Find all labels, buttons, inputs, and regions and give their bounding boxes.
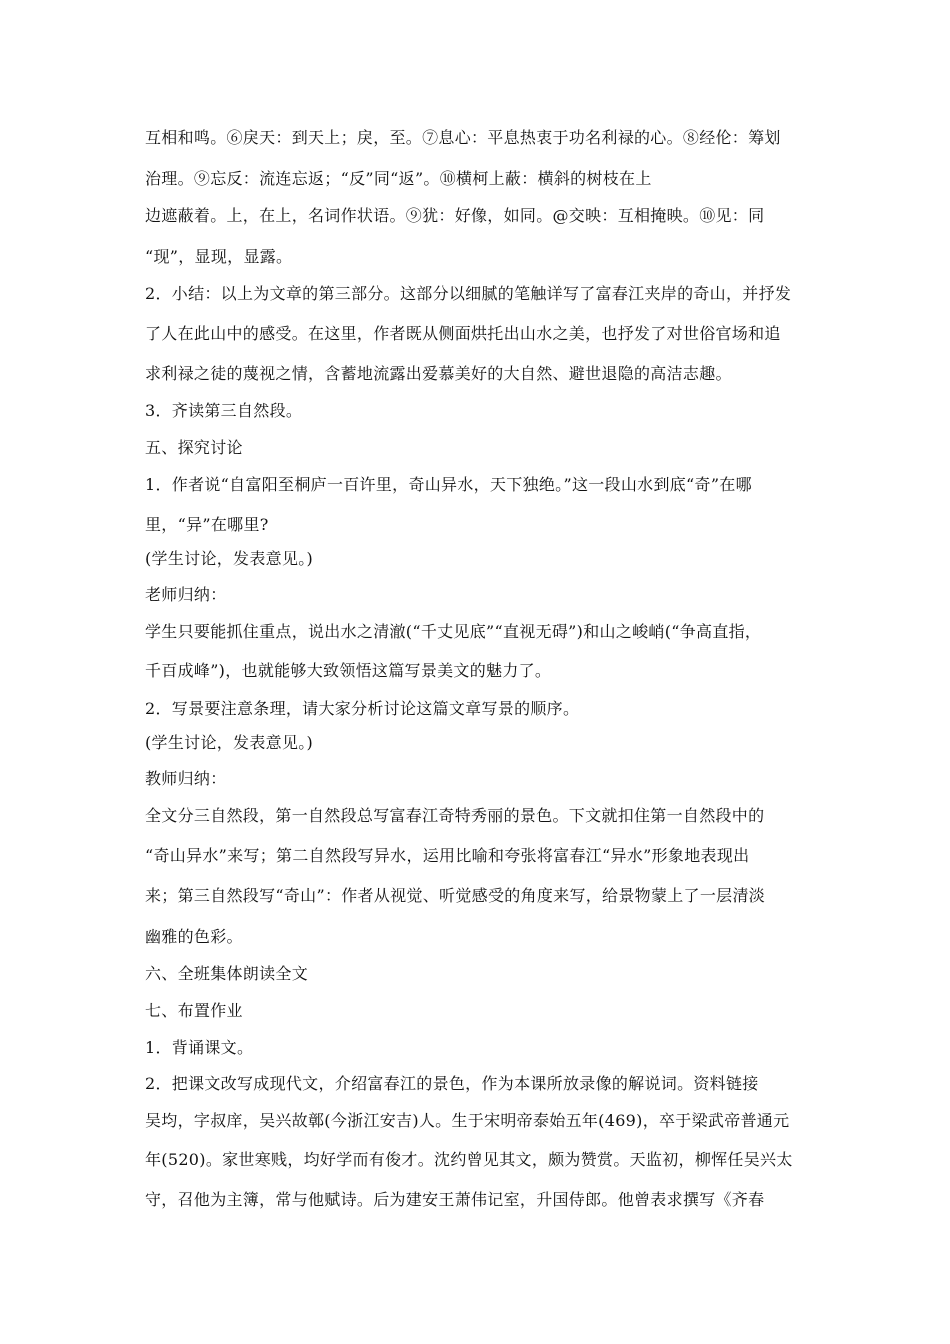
text-line: 求利禄之徒的蔑视之情，含蓄地流露出爱慕美好的大自然、避世退隐的高洁志趣。 [145, 364, 732, 383]
text-line: 守，召他为主簿，常与他赋诗。后为建安王萧伟记室，升国侍郎。他曾表求撰写《齐春 [145, 1190, 765, 1209]
text-line: 来；第三自然段写“奇山”：作者从视觉、听觉感受的角度来写，给景物蒙上了一层清淡 [145, 886, 766, 905]
text-line: 吴均，字叔庠，吴兴故鄣(今浙江安吉)人。生于宋明帝泰始五年(469)，卒于梁武帝普通元 [145, 1111, 790, 1130]
section-heading: 六、全班集体朗读全文 [145, 964, 309, 983]
text-line: 全文分三自然段，第一自然段总写富春江奇特秀丽的景色。下文就扣住第一自然段中的 [145, 806, 765, 825]
text-line: 2．写景要注意条理，请大家分析讨论这篇文章写景的顺序。 [145, 699, 580, 718]
text-line: 边遮蔽着。上，在上，名词作状语。⑨犹：好像，如同。@交映：互相掩映。⑩见：同 [145, 206, 765, 225]
text-line: 2．小结：以上为文章的第三部分。这部分以细腻的笔触详写了富春江夹岸的奇山，并抒发 [145, 284, 792, 303]
text-line: 互相和鸣。⑥戾天：到天上；戾，至。⑦息心：平息热衷于功名利禄的心。⑧经伦：筹划 [145, 128, 781, 147]
section-heading: 五、探究讨论 [145, 438, 243, 457]
text-line: 学生只要能抓住重点，说出水之清澈(“千丈见底”“直视无碍”)和山之峻峭(“争高直指， [145, 622, 762, 641]
text-line: 1．背诵课文。 [145, 1038, 254, 1057]
text-line: 治理。⑨忘反：流连忘返；“反”同“返”。⑩横柯上蔽：横斜的树枝在上 [145, 169, 652, 188]
text-line: 千百成峰”)，也就能够大致领悟这篇写景美文的魅力了。 [145, 661, 552, 680]
text-line: (学生讨论，发表意见。) [145, 549, 314, 568]
section-heading: 七、布置作业 [145, 1001, 243, 1020]
text-line: 教师归纳： [145, 769, 227, 788]
text-line: “奇山异水”来写；第二自然段写异水，运用比喻和夸张将富春江“异水”形象地表现出 [145, 846, 750, 865]
text-line: (学生讨论，发表意见。) [145, 733, 314, 752]
text-line: “现”，显现，显露。 [145, 247, 293, 266]
text-line: 幽雅的色彩。 [145, 927, 243, 946]
text-line: 里，“异”在哪里? [145, 515, 269, 534]
text-line: 2．把课文改写成现代文，介绍富春江的景色，作为本课所放录像的解说词。资料链接 [145, 1074, 759, 1093]
text-line: 了人在此山中的感受。在这里，作者既从侧面烘托出山水之美，也抒发了对世俗官场和追 [145, 324, 781, 343]
text-line: 3．齐读第三自然段。 [145, 401, 303, 420]
text-line: 老师归纳： [145, 585, 227, 604]
text-line: 1．作者说“自富阳至桐庐一百许里，奇山异水，天下独绝。”这一段山水到底“奇”在哪 [145, 475, 752, 494]
text-line: 年(520)。家世寒贱，均好学而有俊才。沈约曾见其文，颇为赞赏。天监初，柳恽任吴兴太 [145, 1150, 793, 1169]
